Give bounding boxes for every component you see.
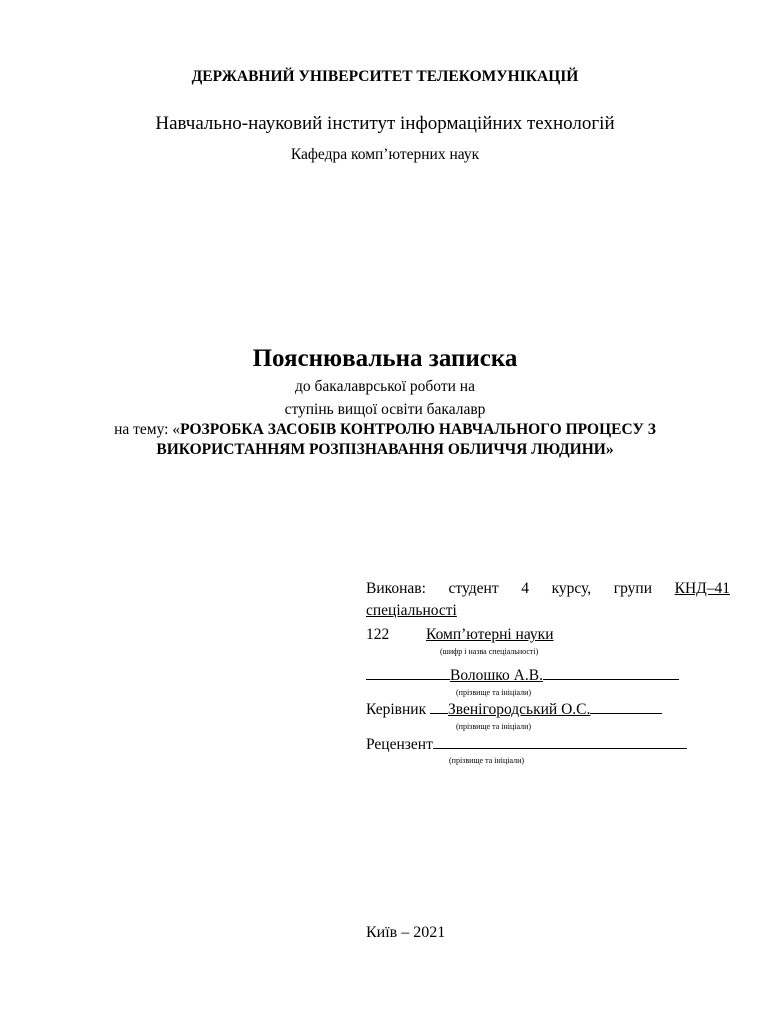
group-word: групи (613, 580, 652, 597)
performed-label: Виконав: (366, 580, 426, 597)
topic-text-1: РОЗРОБКА ЗАСОБІВ КОНТРОЛЮ НАВЧАЛЬНОГО ПРОЦЕСУ З (180, 421, 656, 438)
specialty-code: 122 (366, 626, 390, 643)
reviewer-label: Рецензент (366, 736, 433, 753)
city-year: Київ – 2021 (366, 924, 446, 941)
student-word: студент (448, 580, 499, 597)
specialty-label-line (366, 602, 730, 620)
specialty-label: спеціальності (366, 602, 457, 619)
topic-prefix: на тему: « (114, 421, 181, 438)
institute-name: Навчально-науковий інститут інформаційних технологій (155, 113, 615, 134)
specialty-caption: (шифр і назва спеціальності) (440, 647, 539, 656)
performer-line (366, 580, 730, 598)
student-caption: (прізвище та ініціали) (456, 688, 532, 697)
course-word: курсу, (551, 580, 592, 597)
course-number: 4 (521, 580, 529, 597)
university-name: ДЕРЖАВНИЙ УНІВЕРСИТЕТ ТЕЛЕКОМУНІКАЦІЙ (191, 68, 579, 85)
department-name: Кафедра комп’ютерних наук (290, 146, 480, 163)
student-underline-right (543, 665, 679, 680)
student-name-line (366, 665, 730, 685)
supervisor-underline-left (430, 699, 448, 714)
group-code: КНД–41 (674, 580, 730, 597)
supervisor-caption: (прізвище та ініціали) (456, 722, 532, 731)
reviewer-line (366, 734, 730, 754)
specialty-name: Комп’ютерні науки (426, 626, 554, 643)
reviewer-caption: (прізвище та ініціали) (449, 756, 525, 765)
document-subtitle-1: до бакалаврської роботи на (295, 378, 475, 395)
reviewer-underline (433, 734, 687, 749)
topic-line-2: ВИКОРИСТАННЯМ РОЗПІЗНАВАННЯ ОБЛИЧЧЯ ЛЮДИНИ» (156, 441, 614, 458)
student-underline-left (366, 665, 450, 680)
topic-line-1 (0, 421, 770, 439)
supervisor-underline-right (590, 699, 662, 714)
document-title: Пояснювальна записка (252, 345, 518, 372)
supervisor-line (366, 699, 730, 719)
document-subtitle-2: ступінь вищої освіти бакалавр (284, 401, 486, 418)
student-name: Волошко А.В. (450, 667, 543, 684)
specialty-line (366, 626, 730, 644)
supervisor-label: Керівник (366, 701, 427, 718)
supervisor-name: Звенігородський О.С. (448, 701, 591, 718)
